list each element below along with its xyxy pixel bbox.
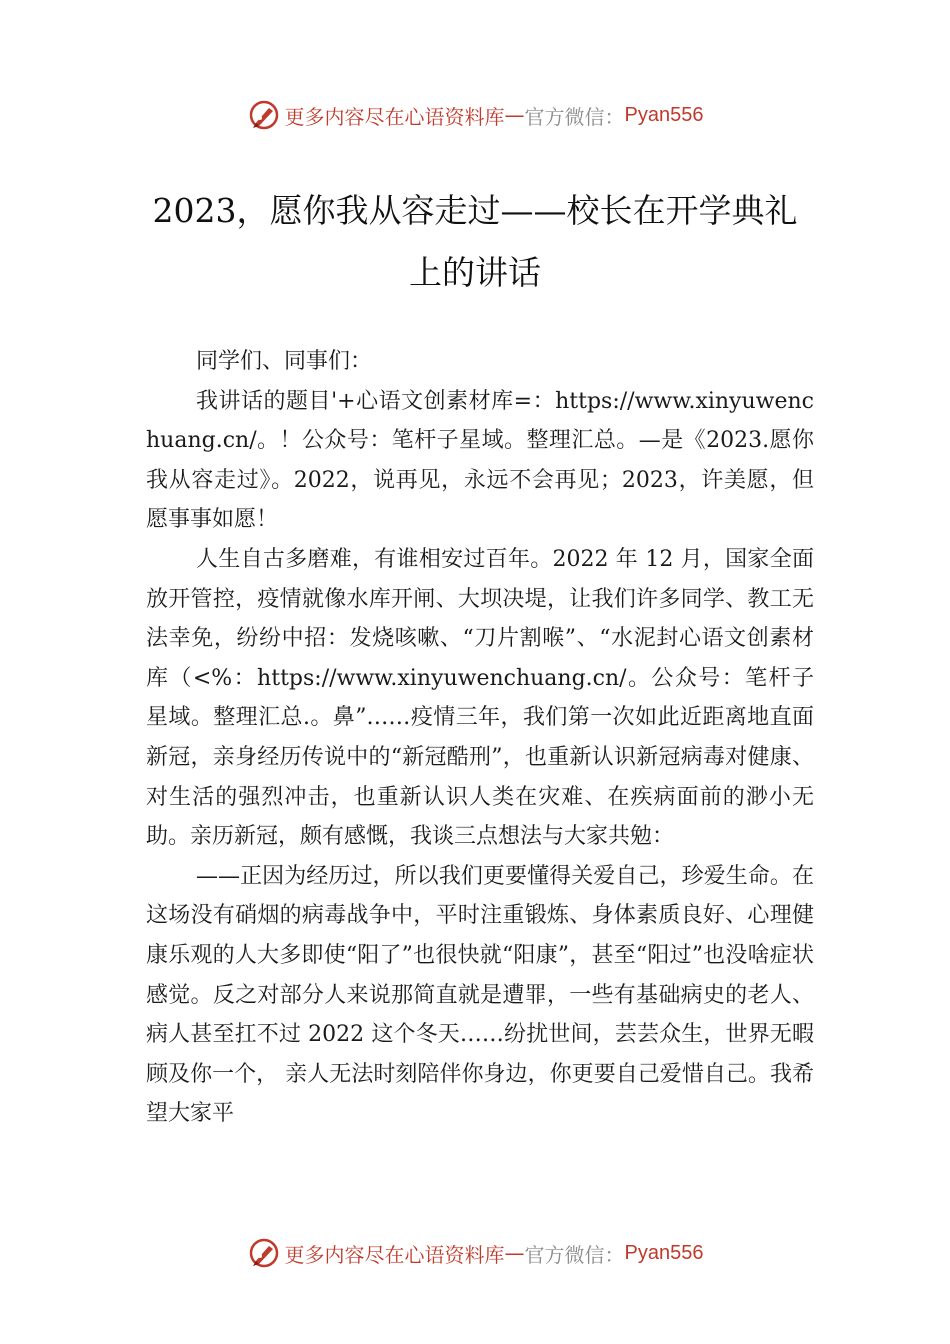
wechat-label: 官方微信： xyxy=(524,1242,625,1267)
greeting: 同学们、同事们： xyxy=(196,349,373,374)
document-title: 2023，愿你我从容走过——校长在开学典礼上的讲话 xyxy=(152,191,798,292)
document-body xyxy=(146,342,814,1134)
wechat-id: Pyan556 xyxy=(624,1241,704,1264)
brand-text: 更多内容尽在心语资料库 xyxy=(284,104,505,129)
paragraph: 人生自古多磨难，有谁相安过百年。2022 年 12 月，国家全面放开管控，疫情就像水库开闸、大坝决堤，让我们许多同学、教工无法幸免，纷纷中招：发烧咳嗽、“刀片割喉”、“水泥封心语文创素材库（<%：https://www.xinyuwenchuang.cn/。公众号：笔杆子星域。整理汇总.。鼻”……疫情三年，我们第一次如此近距离地直面新冠，亲身经历传说中的“新冠酷刑”，也重新认识新冠病毒对健康、对生活的强烈冲击，也重新认识人类在灾难、在疾病面前的渺小无助。亲历新冠，颇有感慨，我谈三点想法与大家共勉： xyxy=(146,546,814,850)
wechat-label: 官方微信： xyxy=(524,104,625,129)
paragraph: ——正因为经历过，所以我们更要懂得关爱自己，珍爱生命。在这场没有硝烟的病毒战争中，平时注重锻炼、身体素质良好、心理健康乐观的人大多即使“阳了”也很快就“阳康”，甚至“阳过”也没啥症状感觉。反之对部分人来说那简直就是遭罪，一些有基础病史的老人、病人甚至扛不过 2022 这个冬天……纷扰世间，芸芸众生，世界无暇顾及你一个， 亲人无法时刻陪伴你身边，你更要自己爱惜自己。我希望大家平 xyxy=(146,863,814,1127)
banner-separator: — xyxy=(504,103,525,127)
footer-banner xyxy=(0,1233,950,1273)
brand-text: 更多内容尽在心语资料库 xyxy=(284,1242,505,1267)
banner-separator: — xyxy=(504,1241,525,1265)
header-banner xyxy=(0,95,950,135)
paragraph: 我讲话的题目'+心语文创素材库=：https://www.xinyuwenchuang.cn/。！公众号：笔杆子星域。整理汇总。—是《2023.愿你我从容走过》。2022，说再见，永远不会再见；2023，许美愿，但愿事事如愿！ xyxy=(146,388,814,533)
wechat-id: Pyan556 xyxy=(624,103,704,126)
brush-pen-icon xyxy=(247,98,281,132)
brush-pen-icon xyxy=(247,1236,281,1270)
